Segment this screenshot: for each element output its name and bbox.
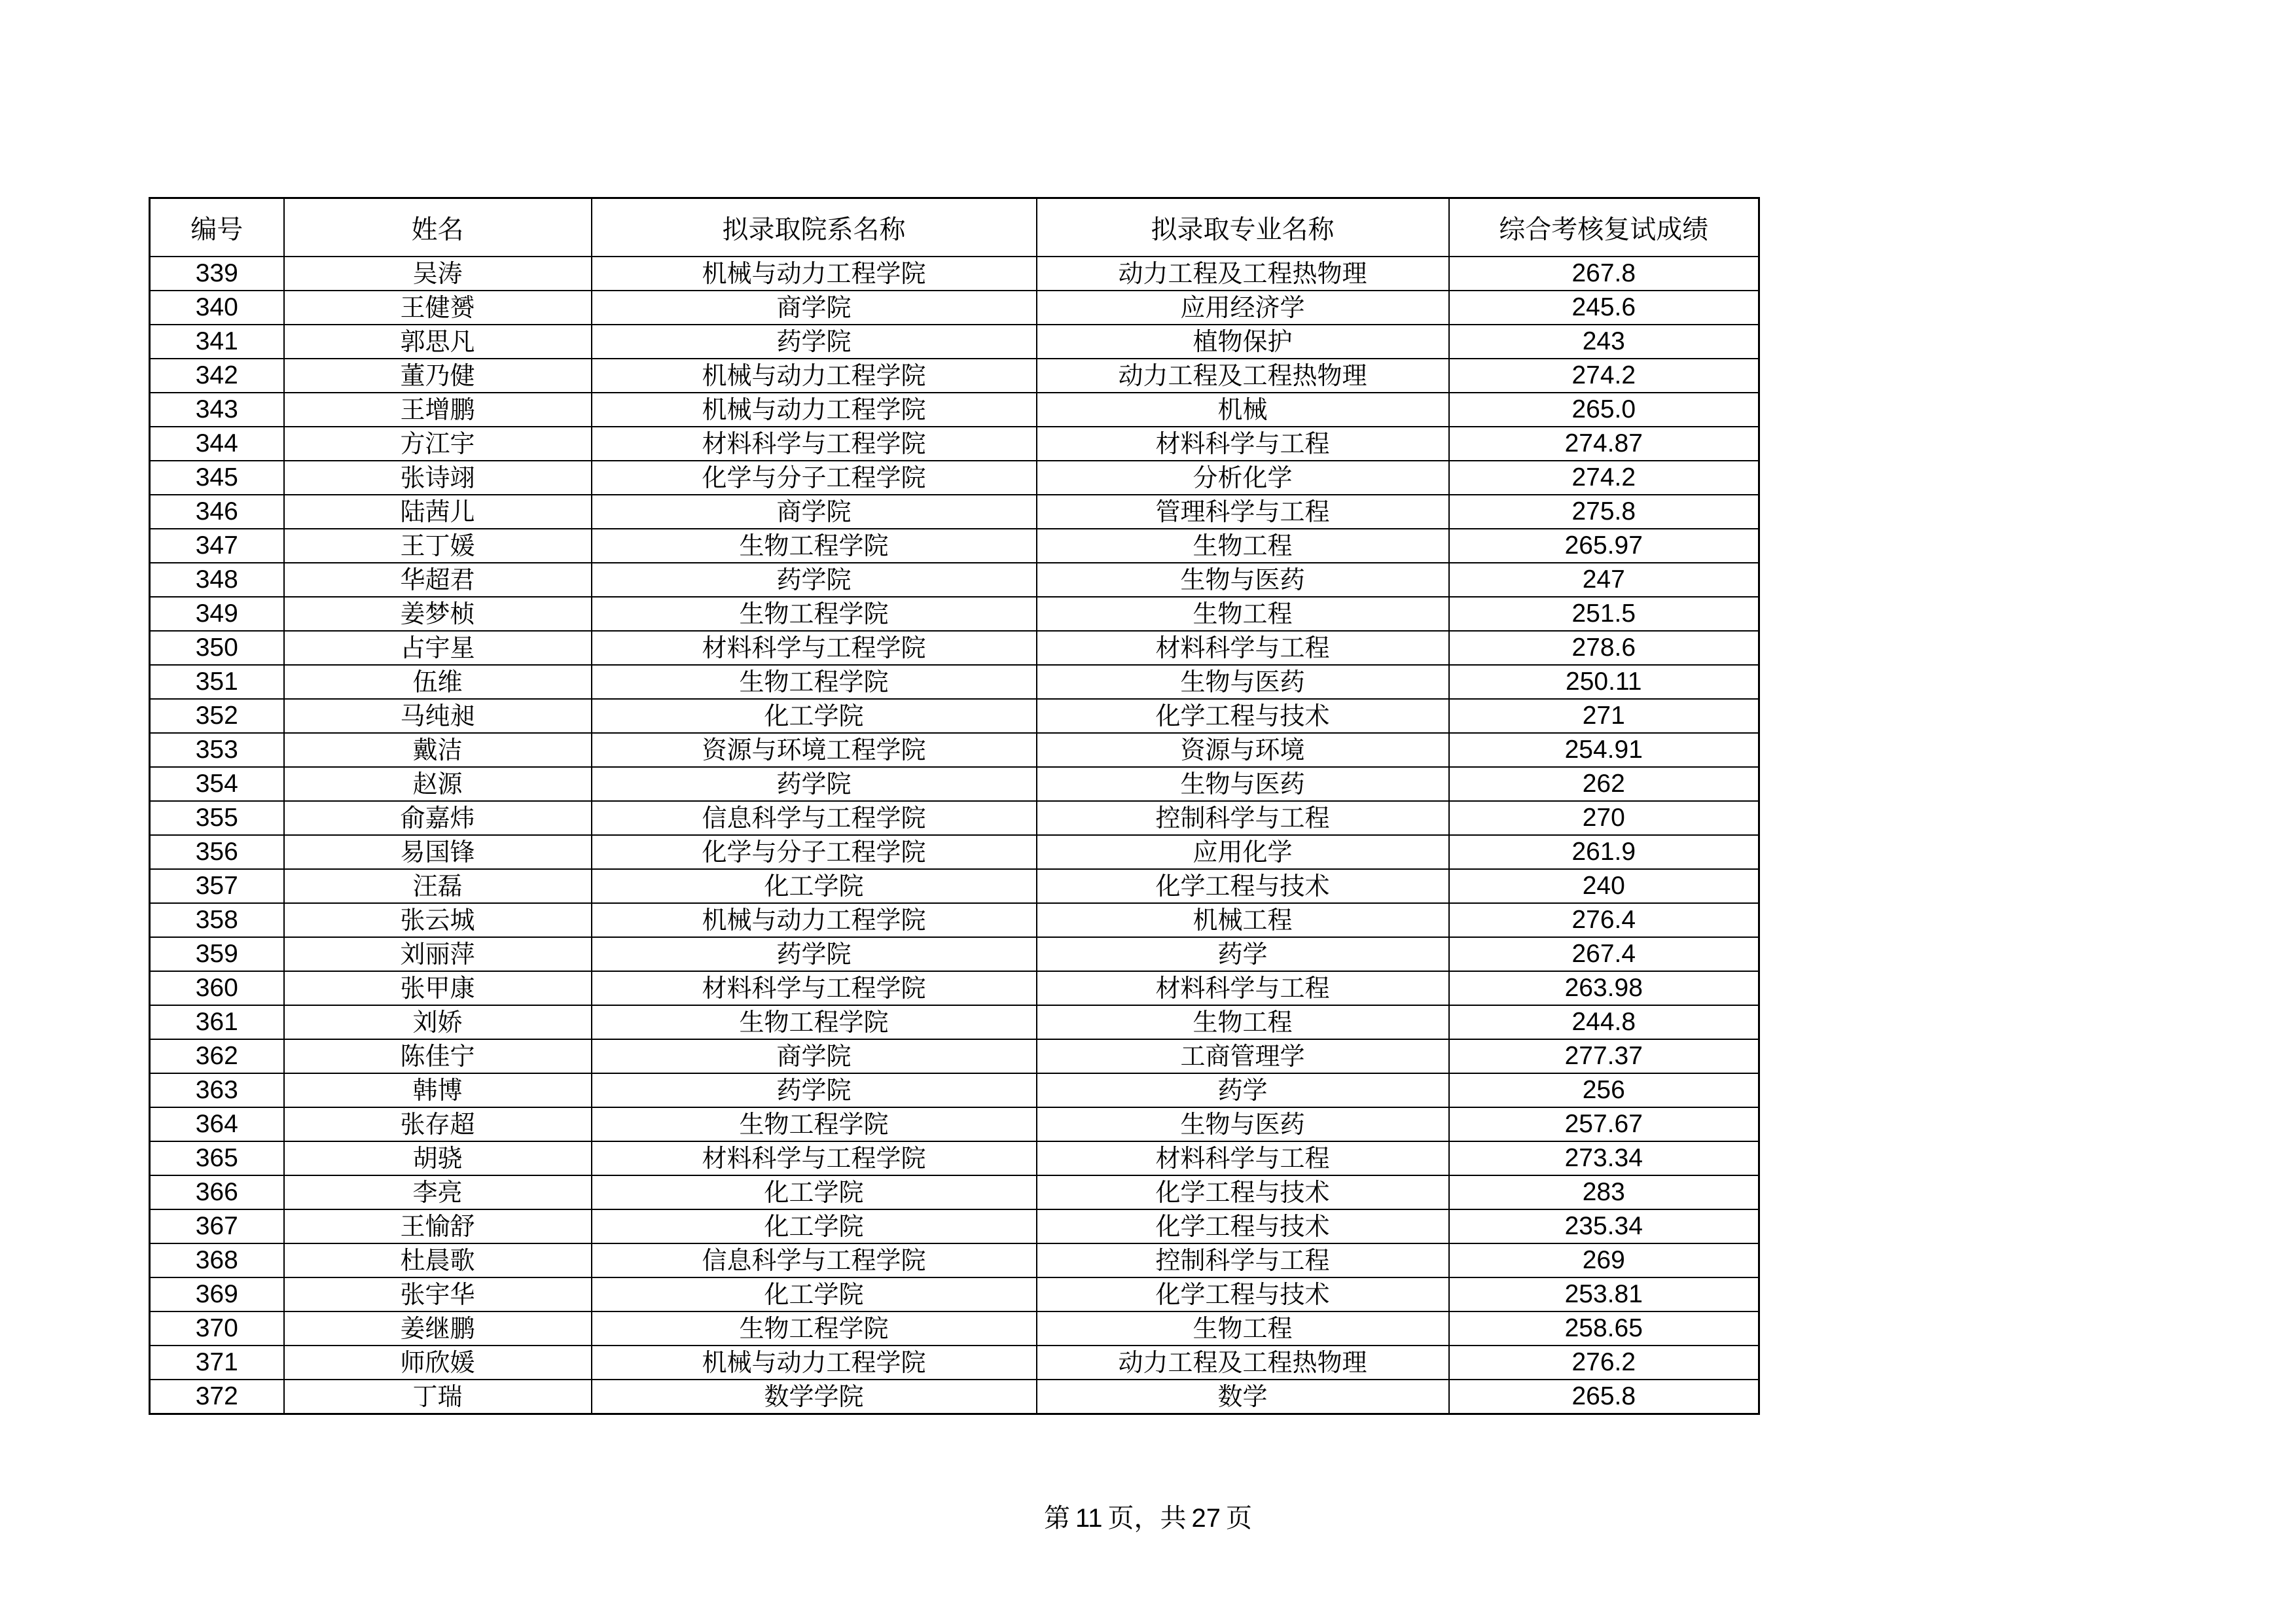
cell-score: 275.8 bbox=[1449, 495, 1759, 529]
cell-department: 化学与分子工程学院 bbox=[592, 835, 1037, 869]
header-score: 综合考核复试成绩 bbox=[1449, 198, 1759, 257]
cell-major: 生物工程 bbox=[1037, 529, 1449, 563]
cell-name: 杜晨歌 bbox=[284, 1243, 592, 1277]
cell-id: 369 bbox=[150, 1277, 284, 1311]
cell-department: 生物工程学院 bbox=[592, 1107, 1037, 1141]
cell-major: 材料科学与工程 bbox=[1037, 971, 1449, 1005]
cell-id: 346 bbox=[150, 495, 284, 529]
cell-department: 数学学院 bbox=[592, 1380, 1037, 1414]
cell-major: 生物工程 bbox=[1037, 1311, 1449, 1346]
cell-major: 资源与环境 bbox=[1037, 733, 1449, 767]
table-row bbox=[150, 1107, 1759, 1141]
cell-department: 商学院 bbox=[592, 1039, 1037, 1073]
cell-name: 赵源 bbox=[284, 767, 592, 801]
cell-name: 吴涛 bbox=[284, 257, 592, 291]
cell-department: 材料科学与工程学院 bbox=[592, 427, 1037, 461]
cell-name: 李亮 bbox=[284, 1175, 592, 1209]
cell-score: 258.65 bbox=[1449, 1311, 1759, 1346]
table-row bbox=[150, 563, 1759, 597]
cell-name: 陈佳宁 bbox=[284, 1039, 592, 1073]
footer-suffix: 页 bbox=[1226, 1503, 1253, 1533]
cell-name: 胡骁 bbox=[284, 1141, 592, 1175]
cell-department: 生物工程学院 bbox=[592, 665, 1037, 699]
cell-department: 机械与动力工程学院 bbox=[592, 393, 1037, 427]
cell-major: 生物工程 bbox=[1037, 597, 1449, 631]
table-row bbox=[150, 1311, 1759, 1346]
cell-id: 359 bbox=[150, 937, 284, 971]
table-row bbox=[150, 1380, 1759, 1414]
cell-name: 王丁媛 bbox=[284, 529, 592, 563]
cell-id: 353 bbox=[150, 733, 284, 767]
cell-score: 276.2 bbox=[1449, 1346, 1759, 1380]
cell-score: 240 bbox=[1449, 869, 1759, 903]
cell-score: 263.98 bbox=[1449, 971, 1759, 1005]
cell-score: 243 bbox=[1449, 325, 1759, 359]
cell-department: 资源与环境工程学院 bbox=[592, 733, 1037, 767]
cell-score: 267.8 bbox=[1449, 257, 1759, 291]
cell-major: 植物保护 bbox=[1037, 325, 1449, 359]
table-row bbox=[150, 427, 1759, 461]
cell-id: 356 bbox=[150, 835, 284, 869]
table-body bbox=[150, 257, 1759, 1414]
table-row bbox=[150, 1243, 1759, 1277]
cell-name: 董乃健 bbox=[284, 359, 592, 393]
table-row bbox=[150, 597, 1759, 631]
table-row bbox=[150, 1005, 1759, 1039]
cell-department: 化工学院 bbox=[592, 1209, 1037, 1243]
table-row bbox=[150, 1346, 1759, 1380]
cell-name: 张诗翊 bbox=[284, 461, 592, 495]
cell-department: 生物工程学院 bbox=[592, 1005, 1037, 1039]
table-row bbox=[150, 1073, 1759, 1107]
cell-department: 药学院 bbox=[592, 563, 1037, 597]
table-row bbox=[150, 257, 1759, 291]
cell-department: 药学院 bbox=[592, 1073, 1037, 1107]
table-row bbox=[150, 835, 1759, 869]
cell-id: 341 bbox=[150, 325, 284, 359]
cell-score: 283 bbox=[1449, 1175, 1759, 1209]
cell-name: 刘丽萍 bbox=[284, 937, 592, 971]
cell-name: 丁瑞 bbox=[284, 1380, 592, 1414]
cell-id: 371 bbox=[150, 1346, 284, 1380]
cell-major: 药学 bbox=[1037, 937, 1449, 971]
cell-name: 王健赟 bbox=[284, 291, 592, 325]
cell-id: 361 bbox=[150, 1005, 284, 1039]
cell-score: 273.34 bbox=[1449, 1141, 1759, 1175]
cell-name: 俞嘉炜 bbox=[284, 801, 592, 835]
cell-department: 机械与动力工程学院 bbox=[592, 359, 1037, 393]
cell-name: 张云城 bbox=[284, 903, 592, 937]
cell-score: 277.37 bbox=[1449, 1039, 1759, 1073]
cell-id: 339 bbox=[150, 257, 284, 291]
cell-major: 应用经济学 bbox=[1037, 291, 1449, 325]
cell-id: 347 bbox=[150, 529, 284, 563]
cell-score: 257.67 bbox=[1449, 1107, 1759, 1141]
cell-major: 动力工程及工程热物理 bbox=[1037, 257, 1449, 291]
cell-department: 生物工程学院 bbox=[592, 597, 1037, 631]
cell-score: 251.5 bbox=[1449, 597, 1759, 631]
cell-name: 王增鹏 bbox=[284, 393, 592, 427]
cell-major: 生物与医药 bbox=[1037, 767, 1449, 801]
cell-id: 355 bbox=[150, 801, 284, 835]
cell-name: 张存超 bbox=[284, 1107, 592, 1141]
cell-id: 368 bbox=[150, 1243, 284, 1277]
cell-name: 韩博 bbox=[284, 1073, 592, 1107]
cell-name: 张宇华 bbox=[284, 1277, 592, 1311]
cell-id: 358 bbox=[150, 903, 284, 937]
cell-name: 刘娇 bbox=[284, 1005, 592, 1039]
table-row bbox=[150, 1277, 1759, 1311]
cell-major: 控制科学与工程 bbox=[1037, 801, 1449, 835]
cell-department: 商学院 bbox=[592, 495, 1037, 529]
cell-major: 材料科学与工程 bbox=[1037, 1141, 1449, 1175]
cell-major: 材料科学与工程 bbox=[1037, 631, 1449, 665]
cell-score: 250.11 bbox=[1449, 665, 1759, 699]
cell-score: 278.6 bbox=[1449, 631, 1759, 665]
table-row bbox=[150, 1209, 1759, 1243]
cell-major: 应用化学 bbox=[1037, 835, 1449, 869]
cell-major: 生物工程 bbox=[1037, 1005, 1449, 1039]
cell-department: 机械与动力工程学院 bbox=[592, 903, 1037, 937]
cell-major: 化学工程与技术 bbox=[1037, 869, 1449, 903]
cell-department: 生物工程学院 bbox=[592, 1311, 1037, 1346]
cell-name: 师欣媛 bbox=[284, 1346, 592, 1380]
table-row bbox=[150, 869, 1759, 903]
cell-name: 占宇星 bbox=[284, 631, 592, 665]
cell-department: 化工学院 bbox=[592, 1175, 1037, 1209]
page-footer bbox=[0, 1497, 2296, 1535]
cell-major: 动力工程及工程热物理 bbox=[1037, 1346, 1449, 1380]
cell-major: 机械工程 bbox=[1037, 903, 1449, 937]
cell-department: 药学院 bbox=[592, 325, 1037, 359]
cell-department: 机械与动力工程学院 bbox=[592, 1346, 1037, 1380]
cell-id: 367 bbox=[150, 1209, 284, 1243]
cell-department: 化学与分子工程学院 bbox=[592, 461, 1037, 495]
cell-department: 生物工程学院 bbox=[592, 529, 1037, 563]
cell-id: 366 bbox=[150, 1175, 284, 1209]
cell-score: 254.91 bbox=[1449, 733, 1759, 767]
cell-id: 365 bbox=[150, 1141, 284, 1175]
table-row bbox=[150, 529, 1759, 563]
cell-score: 271 bbox=[1449, 699, 1759, 733]
cell-major: 材料科学与工程 bbox=[1037, 427, 1449, 461]
cell-major: 机械 bbox=[1037, 393, 1449, 427]
cell-major: 生物与医药 bbox=[1037, 1107, 1449, 1141]
table-row bbox=[150, 971, 1759, 1005]
cell-score: 270 bbox=[1449, 801, 1759, 835]
cell-major: 化学工程与技术 bbox=[1037, 699, 1449, 733]
cell-department: 信息科学与工程学院 bbox=[592, 801, 1037, 835]
footer-prefix: 第 bbox=[1043, 1503, 1070, 1533]
table-row bbox=[150, 325, 1759, 359]
cell-score: 256 bbox=[1449, 1073, 1759, 1107]
cell-id: 340 bbox=[150, 291, 284, 325]
cell-id: 342 bbox=[150, 359, 284, 393]
cell-name: 戴洁 bbox=[284, 733, 592, 767]
cell-major: 化学工程与技术 bbox=[1037, 1175, 1449, 1209]
cell-department: 材料科学与工程学院 bbox=[592, 971, 1037, 1005]
cell-name: 方江宇 bbox=[284, 427, 592, 461]
cell-score: 245.6 bbox=[1449, 291, 1759, 325]
cell-id: 364 bbox=[150, 1107, 284, 1141]
cell-department: 材料科学与工程学院 bbox=[592, 631, 1037, 665]
table-row bbox=[150, 801, 1759, 835]
cell-id: 363 bbox=[150, 1073, 284, 1107]
table-row bbox=[150, 291, 1759, 325]
footer-middle: 页，共 bbox=[1107, 1503, 1187, 1533]
cell-score: 274.2 bbox=[1449, 359, 1759, 393]
cell-name: 马纯昶 bbox=[284, 699, 592, 733]
cell-score: 265.97 bbox=[1449, 529, 1759, 563]
cell-major: 生物与医药 bbox=[1037, 665, 1449, 699]
cell-name: 汪磊 bbox=[284, 869, 592, 903]
cell-department: 机械与动力工程学院 bbox=[592, 257, 1037, 291]
cell-id: 362 bbox=[150, 1039, 284, 1073]
cell-score: 265.0 bbox=[1449, 393, 1759, 427]
cell-score: 244.8 bbox=[1449, 1005, 1759, 1039]
cell-name: 张甲康 bbox=[284, 971, 592, 1005]
cell-name: 王愉舒 bbox=[284, 1209, 592, 1243]
cell-score: 265.8 bbox=[1449, 1380, 1759, 1414]
cell-name: 伍维 bbox=[284, 665, 592, 699]
cell-score: 269 bbox=[1449, 1243, 1759, 1277]
cell-id: 343 bbox=[150, 393, 284, 427]
cell-name: 易国锋 bbox=[284, 835, 592, 869]
table-row bbox=[150, 495, 1759, 529]
cell-id: 354 bbox=[150, 767, 284, 801]
header-department: 拟录取院系名称 bbox=[592, 198, 1037, 257]
table-row bbox=[150, 1141, 1759, 1175]
cell-major: 工商管理学 bbox=[1037, 1039, 1449, 1073]
table-row bbox=[150, 461, 1759, 495]
cell-score: 261.9 bbox=[1449, 835, 1759, 869]
table-row bbox=[150, 359, 1759, 393]
cell-major: 分析化学 bbox=[1037, 461, 1449, 495]
table-row bbox=[150, 699, 1759, 733]
cell-name: 陆茜儿 bbox=[284, 495, 592, 529]
cell-name: 华超君 bbox=[284, 563, 592, 597]
cell-major: 化学工程与技术 bbox=[1037, 1209, 1449, 1243]
table-row bbox=[150, 1175, 1759, 1209]
cell-major: 控制科学与工程 bbox=[1037, 1243, 1449, 1277]
cell-id: 351 bbox=[150, 665, 284, 699]
cell-score: 274.87 bbox=[1449, 427, 1759, 461]
cell-score: 276.4 bbox=[1449, 903, 1759, 937]
cell-score: 267.4 bbox=[1449, 937, 1759, 971]
cell-score: 274.2 bbox=[1449, 461, 1759, 495]
header-major: 拟录取专业名称 bbox=[1037, 198, 1449, 257]
cell-department: 化工学院 bbox=[592, 699, 1037, 733]
cell-major: 生物与医药 bbox=[1037, 563, 1449, 597]
cell-id: 350 bbox=[150, 631, 284, 665]
cell-id: 345 bbox=[150, 461, 284, 495]
table-row bbox=[150, 1039, 1759, 1073]
cell-department: 药学院 bbox=[592, 767, 1037, 801]
cell-id: 372 bbox=[150, 1380, 284, 1414]
table-row bbox=[150, 665, 1759, 699]
cell-score: 247 bbox=[1449, 563, 1759, 597]
header-id: 编号 bbox=[150, 198, 284, 257]
cell-id: 360 bbox=[150, 971, 284, 1005]
header-name: 姓名 bbox=[284, 198, 592, 257]
cell-name: 郭思凡 bbox=[284, 325, 592, 359]
table-row bbox=[150, 767, 1759, 801]
cell-department: 商学院 bbox=[592, 291, 1037, 325]
cell-id: 348 bbox=[150, 563, 284, 597]
cell-major: 动力工程及工程热物理 bbox=[1037, 359, 1449, 393]
cell-department: 化工学院 bbox=[592, 869, 1037, 903]
cell-name: 姜继鹏 bbox=[284, 1311, 592, 1346]
cell-id: 352 bbox=[150, 699, 284, 733]
cell-department: 信息科学与工程学院 bbox=[592, 1243, 1037, 1277]
table-row bbox=[150, 903, 1759, 937]
cell-major: 管理科学与工程 bbox=[1037, 495, 1449, 529]
table-header-row bbox=[150, 198, 1759, 257]
cell-id: 370 bbox=[150, 1311, 284, 1346]
cell-major: 数学 bbox=[1037, 1380, 1449, 1414]
cell-id: 344 bbox=[150, 427, 284, 461]
admission-table bbox=[149, 197, 1760, 1415]
cell-name: 姜梦桢 bbox=[284, 597, 592, 631]
cell-score: 253.81 bbox=[1449, 1277, 1759, 1311]
table-row bbox=[150, 733, 1759, 767]
footer-total-pages: 27 bbox=[1191, 1504, 1221, 1533]
cell-score: 235.34 bbox=[1449, 1209, 1759, 1243]
cell-major: 化学工程与技术 bbox=[1037, 1277, 1449, 1311]
footer-page-number: 11 bbox=[1075, 1504, 1103, 1533]
table-row bbox=[150, 631, 1759, 665]
table-row bbox=[150, 937, 1759, 971]
cell-id: 357 bbox=[150, 869, 284, 903]
cell-department: 药学院 bbox=[592, 937, 1037, 971]
cell-major: 药学 bbox=[1037, 1073, 1449, 1107]
cell-score: 262 bbox=[1449, 767, 1759, 801]
cell-department: 材料科学与工程学院 bbox=[592, 1141, 1037, 1175]
cell-id: 349 bbox=[150, 597, 284, 631]
cell-department: 化工学院 bbox=[592, 1277, 1037, 1311]
table-row bbox=[150, 393, 1759, 427]
